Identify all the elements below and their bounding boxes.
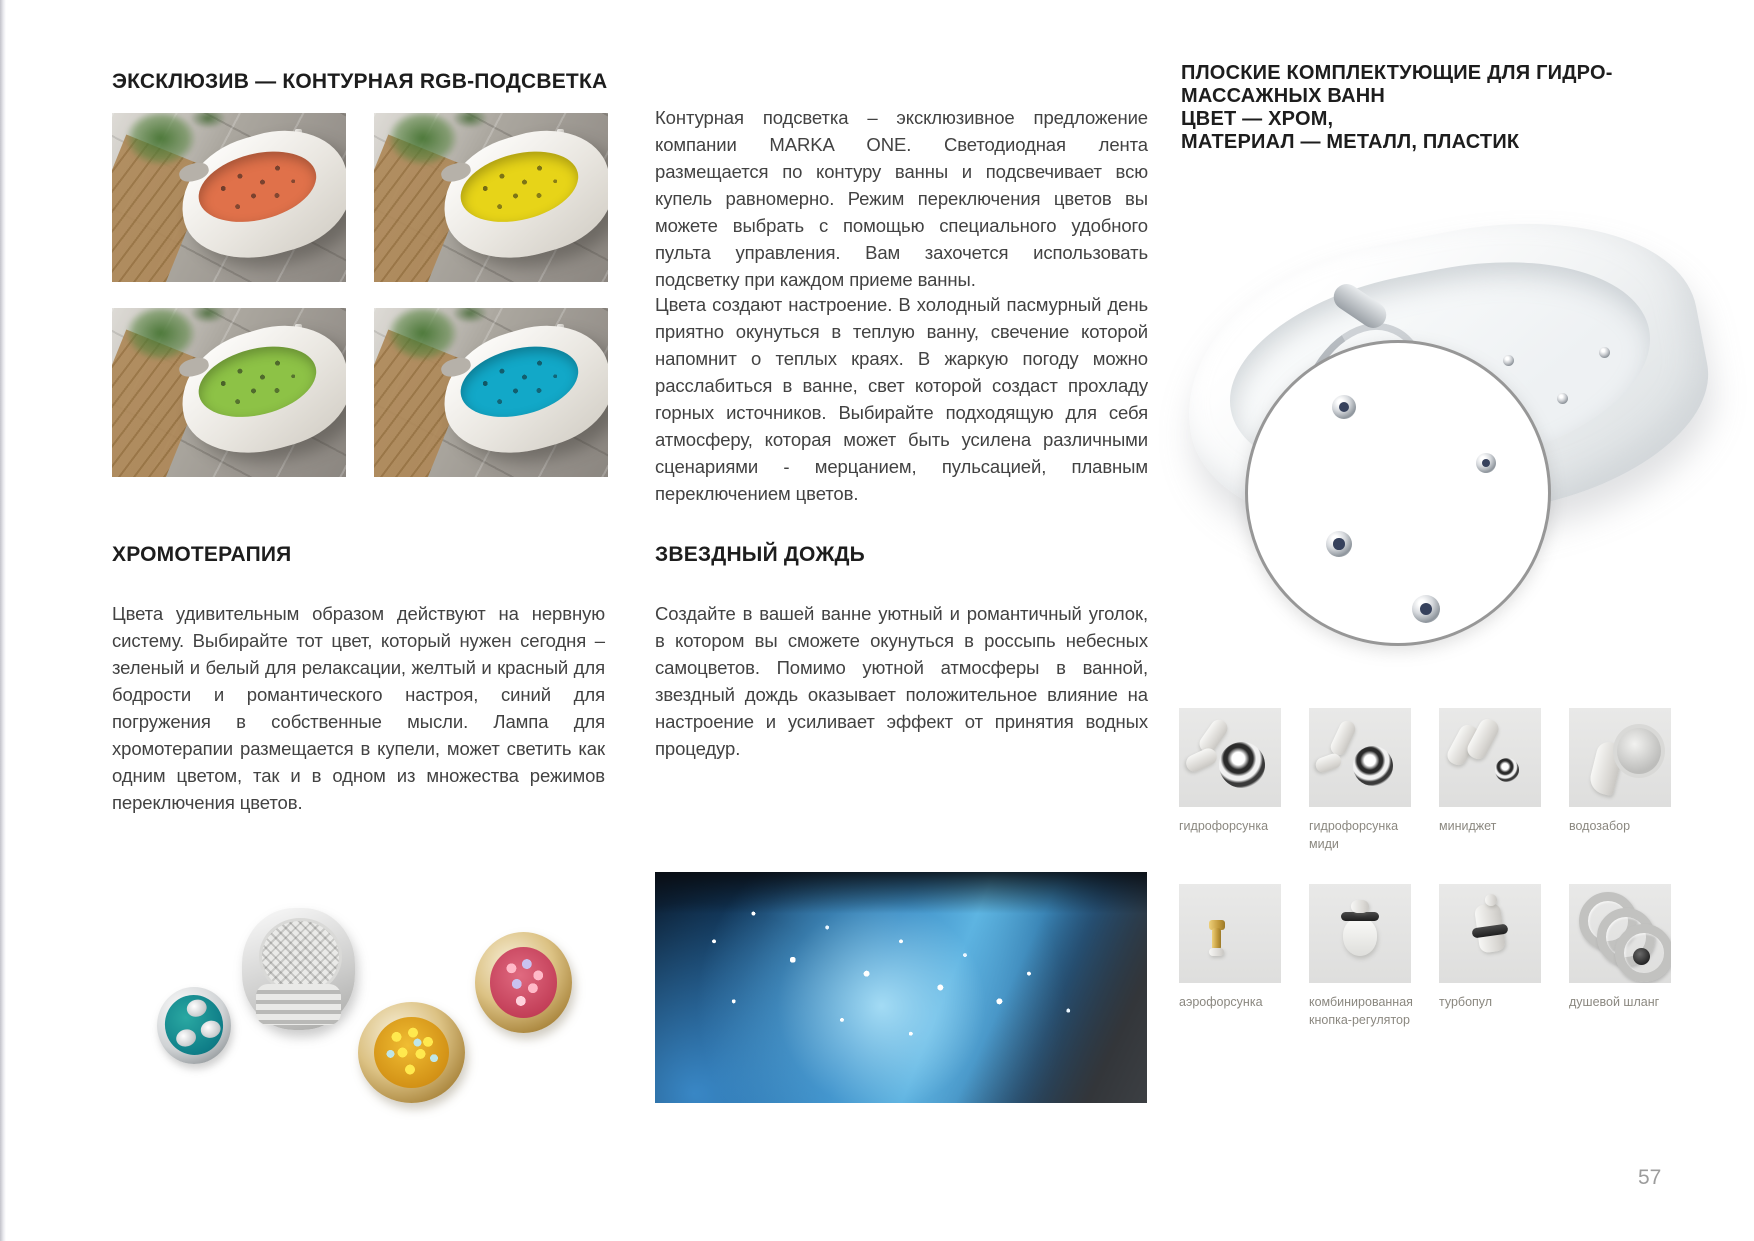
pipe [1183,746,1219,775]
jet-closeup [1412,595,1440,623]
brass-stem [1212,928,1221,950]
component-combo-button-photo [1309,884,1411,983]
yellow-led-lamp [358,1002,465,1103]
component-turbopool-photo [1439,884,1541,983]
chromotherapy-lamps-photo [140,900,580,1115]
page-number: 57 [1638,1166,1662,1189]
jet-closeup [1332,395,1356,419]
component-hydrojet-midi [1309,708,1417,853]
component-turbopool [1439,884,1547,1011]
tub-jet [1599,347,1610,358]
components-title-line3: ЦВЕТ — ХРОМ, [1181,108,1334,130]
component-shower-hose-photo [1569,884,1671,983]
page-edge-shadow [0,0,6,1241]
top-knob [1485,894,1497,906]
teal-control-lamp [157,987,231,1064]
component-combo-button [1309,884,1417,1029]
jet-closeup [1476,453,1496,473]
star-rain-paragraph: Создайте в вашей ванне уютный и романтичный уголок, в котором вы сможете окунуться в россыпь небесных самоцветов. Помимо уютной атмосферы в ванной, звездный дождь оказывает положительное влияние на настроение и усиливает эффект от принятия водных процедур. [655,603,1148,759]
star-rain-title: ЗВЕЗДНЫЙ ДОЖДЬ [655,543,865,566]
component-shower-hose [1569,884,1677,1011]
backlight-mood-paragraph: Цвета создают настроение. В холодный пасмурный день приятно окунуться в теплую ванну, свечение которой напомнит о теплых краях. В жаркую погоду можно расслабиться в ванне, свет которой создаст прохладу горных источников. Выбирайте подходящую для себя атмосферу, которая может быть усилена различными сценариями - мерцанием, пульсацией, плавным переключением цветов. [655,294,1148,504]
tub-photo-orange [112,113,346,282]
chrome-lamp-thread [256,984,342,1025]
component-hydrojet [1179,708,1287,835]
red-led-lamp [475,932,572,1033]
tub-jet [1557,393,1568,404]
red-led-face [490,947,558,1018]
chrome-mesh-lamp [242,908,355,1030]
tub-jet [1503,355,1514,366]
pipe [1328,718,1358,757]
jet-face [1219,742,1265,788]
component-label: душевой шланг [1569,995,1660,1009]
jet-face [1495,758,1519,782]
component-label: турбопул [1439,995,1493,1009]
button-cone [1343,918,1377,956]
control-button [199,1019,223,1041]
component-water-intake [1569,708,1677,835]
component-label: гидрофорсунка миди [1309,819,1399,852]
component-label: миниджет [1439,819,1497,833]
tub-photo-cyan [374,308,608,477]
components-title-line4: МАТЕРИАЛ — МЕТАЛЛ, ПЛАСТИК [1181,131,1520,153]
jets-magnifier-circle [1245,340,1551,646]
base [1209,948,1224,956]
jet-closeup [1326,531,1352,557]
chromotherapy-title: ХРОМОТЕРАПИЯ [112,543,292,566]
backlight-intro-paragraph: Контурная подсветка – эксклюзивное предложение компании MARKA ONE. Светодиодная лента размещается по контуру ванны и подсвечивает всю купель равномерно. Режим переключения цветов вы можете выбрать с помощью специального удобного пульта управления. Вам захочется использовать подсветку при каждом приеме ванны. [655,107,1148,290]
components-title [1181,62,1613,154]
hydromassage-tub-photo [1185,205,1745,685]
components-title-line1: ПЛОСКИЕ КОМПЛЕКТУЮЩИЕ ДЛЯ ГИДРО- [1181,62,1613,84]
component-airjet-photo [1179,884,1281,983]
component-hydrojet-midi-photo [1309,708,1411,807]
component-airjet [1179,884,1287,1011]
component-label: гидрофорсунка [1179,819,1269,833]
component-minijet [1439,708,1547,835]
rgb-section-title: ЭКСКЛЮЗИВ — КОНТУРНАЯ RGB-ПОДСВЕТКА [112,70,608,93]
component-label: водозабор [1569,819,1631,833]
component-label: комбинированная кнопка-регулятор [1309,995,1413,1028]
teal-control-face [158,989,229,1062]
chrome-lamp-lens [259,918,342,995]
intake-mesh [1613,724,1665,778]
hose-connector [1633,948,1650,965]
button-cap [1351,900,1369,913]
component-water-intake-photo [1569,708,1671,807]
component-label: аэрофорсунка [1179,995,1263,1009]
pipe [1314,752,1344,775]
chromotherapy-paragraph: Цвета удивительным образом действуют на нервную систему. Выбирайте тот цвет, который нужен сегодня – зеленый и белый для релаксации, желтый и красный для бодрости и романтического настроя, синий для погружения в собственные мысли. Лампа для хромотерапии размещается в купели, может светить как одним цветом, так и в одном из множества режимов переключения цветов. [112,603,605,813]
yellow-led-face [374,1017,449,1088]
star-rain-photo [655,872,1147,1103]
button-ring [1341,912,1379,921]
component-hydrojet-photo [1179,708,1281,807]
components-title-line2: МАССАЖНЫХ ВАНН [1181,85,1386,107]
control-button [185,998,209,1020]
jet-face [1353,746,1393,786]
tub-photo-yellow [374,113,608,282]
component-minijet-photo [1439,708,1541,807]
control-button [174,1028,198,1050]
tub-photo-green [112,308,346,477]
